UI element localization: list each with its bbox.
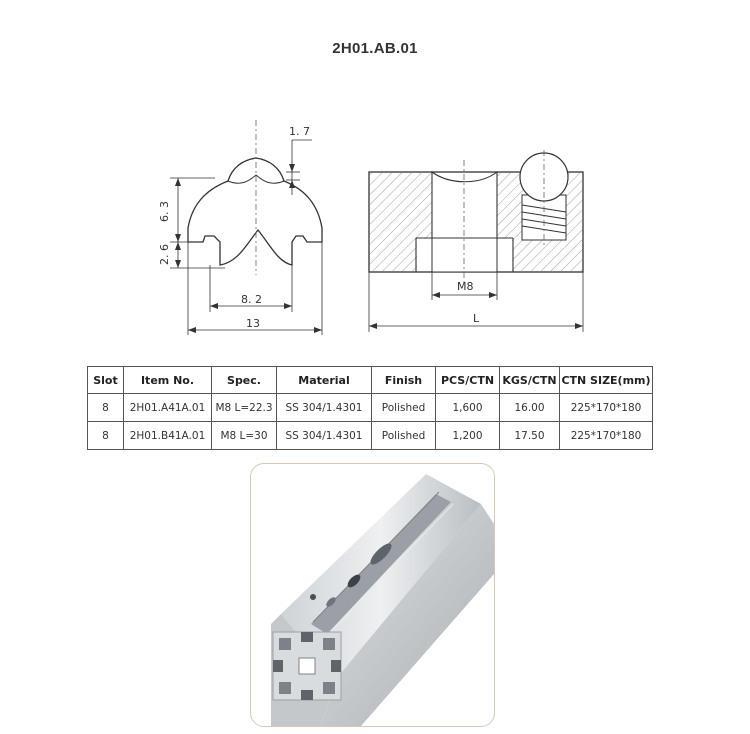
- header-pcs-ctn: PCS/CTN: [436, 367, 500, 394]
- table-row: [88, 394, 653, 422]
- header-item-no: Item No.: [124, 367, 212, 394]
- technical-drawing: [0, 0, 750, 360]
- cell-item-no: 2H01.B41A.01: [124, 422, 212, 450]
- cell-material: SS 304/1.4301: [277, 422, 372, 450]
- table-header-row: [88, 367, 653, 394]
- dim-top-gap: 1. 7: [289, 125, 310, 138]
- product-photo: [250, 463, 495, 727]
- cell-ctn-size: 225*170*180: [560, 394, 653, 422]
- header-finish: Finish: [372, 367, 436, 394]
- cell-ctn-size: 225*170*180: [560, 422, 653, 450]
- side-view: [369, 150, 583, 285]
- cell-kgs-ctn: 16.00: [500, 394, 560, 422]
- profile-end-face: [273, 632, 341, 700]
- dim-outer-width: 13: [246, 317, 260, 330]
- cell-slot: 8: [88, 394, 124, 422]
- dim-height-upper: 6. 3: [158, 201, 171, 222]
- dim-thread: M8: [457, 280, 474, 293]
- drawing-title: 2H01.AB.01: [332, 40, 418, 57]
- cell-slot: 8: [88, 422, 124, 450]
- cell-finish: Polished: [372, 422, 436, 450]
- spec-table: [87, 366, 653, 450]
- header-ctn-size: CTN SIZE(mm): [560, 367, 653, 394]
- end-view: [188, 120, 322, 275]
- dim-height-lower: 2. 6: [158, 244, 171, 265]
- aluminum-profile-illustration: [251, 464, 494, 726]
- cell-pcs-ctn: 1,600: [436, 394, 500, 422]
- header-kgs-ctn: KGS/CTN: [500, 367, 560, 394]
- cell-finish: Polished: [372, 394, 436, 422]
- cell-item-no: 2H01.A41A.01: [124, 394, 212, 422]
- cell-material: SS 304/1.4301: [277, 394, 372, 422]
- dim-inner-width: 8. 2: [241, 293, 262, 306]
- table-row: [88, 422, 653, 450]
- nut-profile-outline: [188, 158, 322, 265]
- cell-kgs-ctn: 17.50: [500, 422, 560, 450]
- header-slot: Slot: [88, 367, 124, 394]
- cell-spec: M8 L=30: [212, 422, 277, 450]
- header-material: Material: [277, 367, 372, 394]
- header-spec: Spec.: [212, 367, 277, 394]
- cell-pcs-ctn: 1,200: [436, 422, 500, 450]
- dim-length: L: [473, 312, 480, 325]
- cell-spec: M8 L=22.3: [212, 394, 277, 422]
